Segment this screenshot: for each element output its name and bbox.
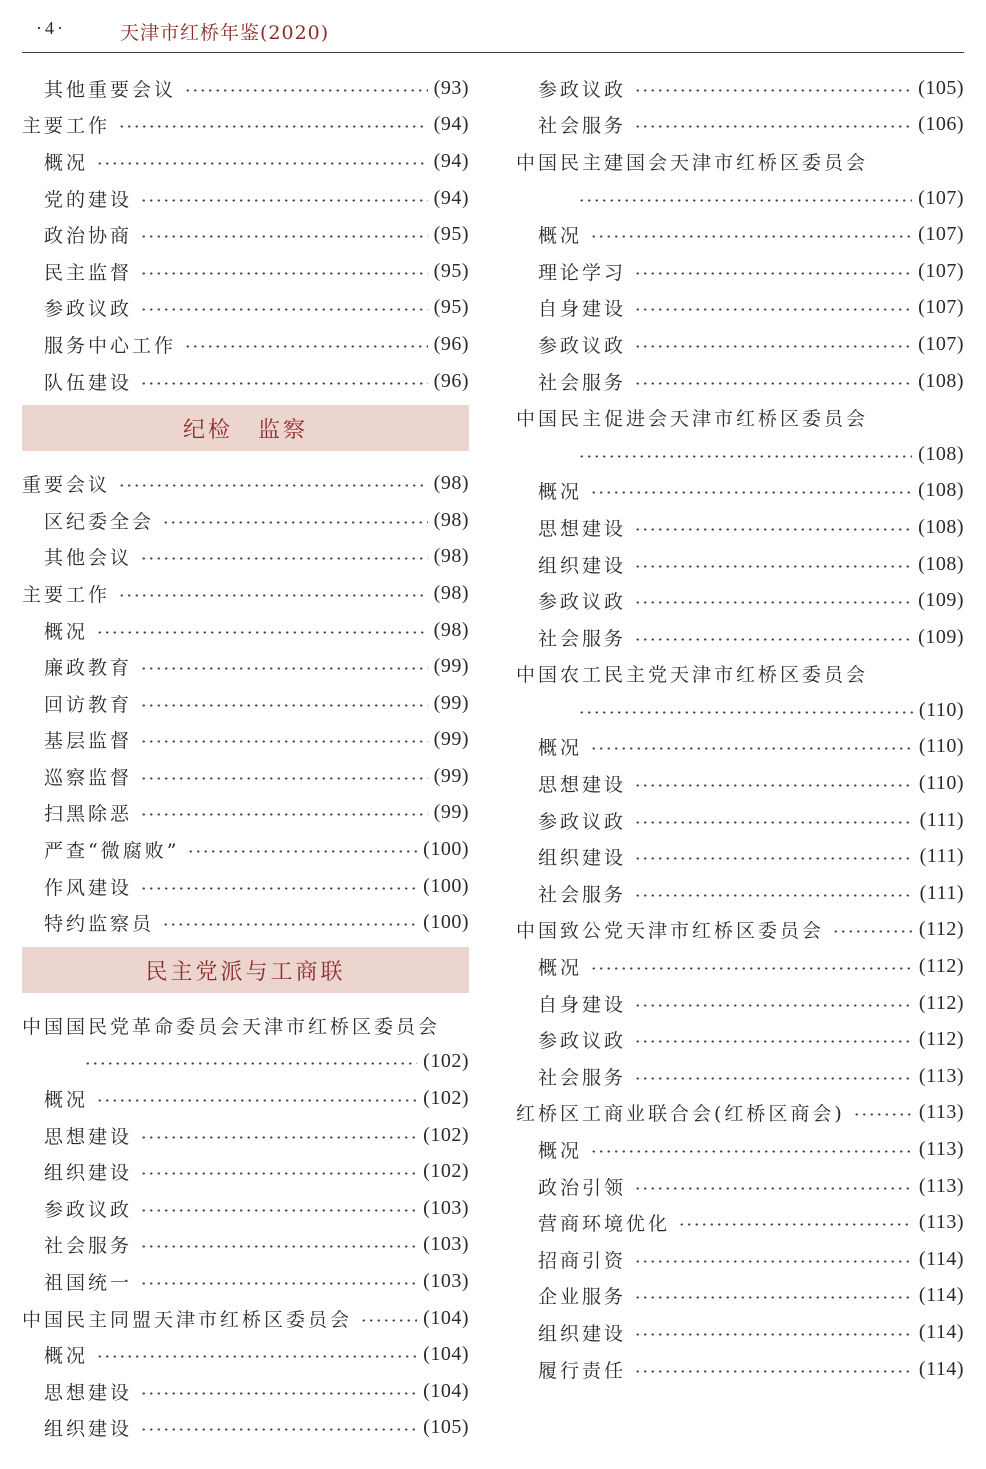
entry-title: 特约监察员 <box>44 913 155 936</box>
entry-page-number: (107) <box>918 186 964 209</box>
dot-leader <box>140 1136 417 1139</box>
toc-entry-continuation[interactable] <box>516 436 964 473</box>
entry-page-number: (102) <box>423 1050 469 1073</box>
toc-subentry[interactable] <box>516 509 964 546</box>
toc-subentry[interactable] <box>22 290 469 327</box>
dot-leader <box>140 1209 417 1212</box>
dot-leader <box>118 125 428 128</box>
toc-entry[interactable] <box>22 1300 469 1337</box>
entry-page-number: (99) <box>433 728 469 751</box>
toc-subentry[interactable] <box>516 546 964 583</box>
entry-page-number: (113) <box>918 1211 964 1234</box>
entry-title: 扫黑除恶 <box>44 803 133 826</box>
toc-subentry[interactable] <box>22 1227 469 1264</box>
toc-entry[interactable] <box>516 656 964 693</box>
dot-leader <box>140 1392 417 1395</box>
dot-leader <box>184 89 428 92</box>
toc-subentry[interactable] <box>516 326 964 363</box>
entry-title: 重要会议 <box>22 474 111 497</box>
dot-leader <box>578 199 912 202</box>
toc-subentry[interactable] <box>22 539 469 576</box>
dot-leader <box>634 1004 913 1007</box>
dot-leader <box>578 455 912 458</box>
entry-page-number: (107) <box>918 223 964 246</box>
entry-page-number: (96) <box>433 369 469 392</box>
entry-page-number: (100) <box>423 911 469 934</box>
dot-leader <box>634 272 912 275</box>
entry-page-number: (112) <box>918 1028 964 1051</box>
entry-title: 组织建设 <box>538 847 627 870</box>
entry-page-number: (95) <box>433 223 469 246</box>
dot-leader <box>634 89 912 92</box>
toc-subentry[interactable] <box>516 582 964 619</box>
section-title: 纪检 监察 <box>22 405 469 451</box>
entry-page-number: (110) <box>918 698 964 721</box>
entry-title: 社会服务 <box>538 1066 627 1089</box>
toc-subentry[interactable] <box>22 143 469 180</box>
dot-leader <box>634 1260 913 1263</box>
entry-title: 社会服务 <box>538 371 627 394</box>
entry-title: 政治引领 <box>538 1176 627 1199</box>
entry-page-number: (98) <box>433 618 469 641</box>
entry-page-number: (111) <box>919 808 964 831</box>
entry-page-number: (114) <box>918 1357 964 1380</box>
entry-page-number: (109) <box>918 589 964 612</box>
toc-subentry[interactable] <box>516 948 964 985</box>
entry-page-number: (107) <box>918 296 964 319</box>
entry-page-number: (108) <box>918 369 964 392</box>
toc-entry-continuation[interactable] <box>516 180 964 217</box>
dot-leader <box>634 821 914 824</box>
dot-leader <box>118 594 428 597</box>
entry-title: 中国国民党革命委员会天津市红桥区委员会 <box>22 1015 441 1038</box>
dot-leader <box>140 1245 417 1248</box>
toc-subentry[interactable] <box>22 1410 469 1447</box>
entry-title: 营商环境优化 <box>538 1213 671 1236</box>
entry-page-number: (99) <box>433 801 469 824</box>
entry-page-number: (105) <box>918 76 964 99</box>
toc-subentry[interactable] <box>516 619 964 656</box>
dot-leader <box>96 1099 417 1102</box>
dot-leader <box>634 1187 913 1190</box>
entry-title: 参政议政 <box>538 78 627 101</box>
entry-title: 概况 <box>538 737 583 760</box>
dot-leader <box>634 565 912 568</box>
toc-entry-continuation[interactable] <box>22 1044 469 1081</box>
entry-page-number: (98) <box>433 472 469 495</box>
entry-page-number: (98) <box>433 508 469 531</box>
entry-page-number: (94) <box>433 149 469 172</box>
dot-leader <box>590 1150 913 1153</box>
toc-subentry[interactable] <box>22 722 469 759</box>
toc-subentry[interactable] <box>516 875 964 912</box>
dot-leader <box>634 1370 913 1373</box>
dot-leader <box>118 484 428 487</box>
entry-title: 红桥区工商业联合会(红桥区商会) <box>516 1103 845 1126</box>
toc-subentry[interactable] <box>22 1117 469 1154</box>
entry-title: 中国民主同盟天津市红桥区委员会 <box>22 1308 353 1331</box>
dot-leader <box>634 857 914 860</box>
entry-title: 参政议政 <box>538 810 627 833</box>
toc-subentry[interactable] <box>516 765 964 802</box>
toc-subentry[interactable] <box>22 904 469 941</box>
entry-page-number: (111) <box>919 845 964 868</box>
toc-subentry[interactable] <box>516 729 964 766</box>
dot-leader <box>634 308 912 311</box>
entry-page-number: (102) <box>423 1123 469 1146</box>
entry-page-number: (104) <box>423 1343 469 1366</box>
book-title: 天津市红桥年鉴(2020) <box>120 22 330 44</box>
entry-title: 廉政教育 <box>44 657 133 680</box>
toc-subentry[interactable] <box>22 1153 469 1190</box>
dot-leader <box>140 557 428 560</box>
entry-page-number: (110) <box>918 735 964 758</box>
toc-subentry[interactable] <box>22 1080 469 1117</box>
toc-subentry[interactable] <box>516 1021 964 1058</box>
entry-page-number: (109) <box>918 625 964 648</box>
entry-title: 区纪委全会 <box>44 510 155 533</box>
dot-leader <box>140 887 417 890</box>
entry-page-number: (107) <box>918 332 964 355</box>
dot-leader <box>140 382 428 385</box>
entry-page-number: (94) <box>433 186 469 209</box>
entry-page-number: (106) <box>918 113 964 136</box>
dot-leader <box>96 631 428 634</box>
dot-leader <box>140 235 428 238</box>
toc-subentry[interactable] <box>22 685 469 722</box>
toc-subentry[interactable] <box>516 985 964 1022</box>
toc-subentry[interactable] <box>516 363 964 400</box>
entry-title: 概况 <box>538 1140 583 1163</box>
entry-page-number: (102) <box>423 1160 469 1183</box>
entry-title: 参政议政 <box>538 591 627 614</box>
entry-title: 思想建设 <box>538 774 627 797</box>
toc-column-left <box>22 70 469 1446</box>
entry-title: 民主监督 <box>44 261 133 284</box>
dot-leader <box>140 813 428 816</box>
dot-leader <box>832 930 913 933</box>
entry-title: 参政议政 <box>538 1030 627 1053</box>
dot-leader <box>140 704 428 707</box>
dot-leader <box>140 199 428 202</box>
toc-subentry[interactable] <box>516 70 964 107</box>
entry-title: 思想建设 <box>44 1125 133 1148</box>
dot-leader <box>634 1040 913 1043</box>
toc-entry[interactable] <box>516 143 964 180</box>
toc-subentry[interactable] <box>516 1278 964 1315</box>
entry-title: 其他会议 <box>44 547 133 570</box>
dot-leader <box>140 1282 417 1285</box>
dot-leader <box>360 1319 417 1322</box>
dot-leader <box>140 308 428 311</box>
entry-title: 巡察监督 <box>44 766 133 789</box>
toc-subentry[interactable] <box>22 180 469 217</box>
entry-title: 概况 <box>44 1089 89 1112</box>
entry-title: 企业服务 <box>538 1286 627 1309</box>
entry-page-number: (114) <box>918 1320 964 1343</box>
entry-page-number: (96) <box>433 332 469 355</box>
entry-page-number: (98) <box>433 545 469 568</box>
entry-page-number: (104) <box>423 1379 469 1402</box>
entry-title: 概况 <box>44 620 89 643</box>
toc-subentry[interactable] <box>516 838 964 875</box>
toc-subentry[interactable] <box>22 648 469 685</box>
toc-subentry[interactable] <box>516 216 964 253</box>
dot-leader <box>634 1077 913 1080</box>
toc-subentry[interactable] <box>516 1168 964 1205</box>
entry-title: 自身建设 <box>538 993 627 1016</box>
toc-subentry[interactable] <box>22 216 469 253</box>
entry-page-number: (107) <box>918 259 964 282</box>
entry-title: 社会服务 <box>44 1235 133 1258</box>
entry-page-number: (110) <box>918 772 964 795</box>
entry-page-number: (100) <box>423 838 469 861</box>
dot-leader <box>634 382 912 385</box>
dot-leader <box>140 1172 417 1175</box>
dot-leader <box>96 162 428 165</box>
toc-subentry[interactable] <box>22 868 469 905</box>
entry-page-number: (95) <box>433 259 469 282</box>
entry-title: 概况 <box>538 957 583 980</box>
toc-subentry[interactable] <box>22 1190 469 1227</box>
entry-page-number: (112) <box>918 991 964 1014</box>
toc-subentry[interactable] <box>22 1373 469 1410</box>
dot-leader <box>162 521 428 524</box>
toc-entry[interactable] <box>516 912 964 949</box>
toc-subentry[interactable] <box>516 1058 964 1095</box>
toc-entry[interactable] <box>516 1095 964 1132</box>
toc-subentry[interactable] <box>516 1241 964 1278</box>
entry-page-number: (105) <box>423 1416 469 1439</box>
toc-subentry[interactable] <box>22 1336 469 1373</box>
toc-subentry[interactable] <box>22 795 469 832</box>
entry-page-number: (108) <box>918 552 964 575</box>
dot-leader <box>634 345 912 348</box>
toc-entry[interactable] <box>22 575 469 612</box>
entry-title: 概况 <box>538 481 583 504</box>
entry-page-number: (95) <box>433 296 469 319</box>
entry-page-number: (93) <box>433 76 469 99</box>
toc-subentry[interactable] <box>516 107 964 144</box>
entry-title: 组织建设 <box>538 554 627 577</box>
entry-title: 回访教育 <box>44 693 133 716</box>
entry-title: 社会服务 <box>538 627 627 650</box>
entry-page-number: (102) <box>423 1087 469 1110</box>
toc-subentry[interactable] <box>516 1131 964 1168</box>
dot-leader <box>187 850 417 853</box>
toc-subentry[interactable] <box>22 253 469 290</box>
dot-leader <box>590 235 912 238</box>
toc-subentry[interactable] <box>22 612 469 649</box>
entry-page-number: (113) <box>918 1101 964 1124</box>
entry-page-number: (99) <box>433 764 469 787</box>
entry-page-number: (103) <box>423 1196 469 1219</box>
entry-page-number: (111) <box>919 881 964 904</box>
dot-leader <box>140 272 428 275</box>
entry-title: 自身建设 <box>538 298 627 321</box>
entry-title: 政治协商 <box>44 225 133 248</box>
entry-page-number: (114) <box>918 1247 964 1270</box>
dot-leader <box>590 967 913 970</box>
entry-page-number: (94) <box>433 113 469 136</box>
toc-entry[interactable] <box>22 1007 469 1044</box>
entry-page-number: (108) <box>918 479 964 502</box>
entry-page-number: (103) <box>423 1233 469 1256</box>
entry-title: 服务中心工作 <box>44 334 177 357</box>
toc-subentry[interactable] <box>22 831 469 868</box>
entry-page-number: (112) <box>918 955 964 978</box>
dot-leader <box>96 1355 417 1358</box>
entry-title: 概况 <box>44 151 89 174</box>
toc-subentry[interactable] <box>22 363 469 400</box>
entry-title: 参政议政 <box>44 1198 133 1221</box>
toc-subentry[interactable] <box>22 70 469 107</box>
entry-title: 思想建设 <box>44 1381 133 1404</box>
toc-entry[interactable] <box>516 399 964 436</box>
entry-page-number: (114) <box>918 1284 964 1307</box>
dot-leader <box>634 1296 913 1299</box>
toc-entry[interactable] <box>22 465 469 502</box>
toc-subentry[interactable] <box>22 502 469 539</box>
entry-page-number: (113) <box>918 1138 964 1161</box>
toc-subentry[interactable] <box>516 253 964 290</box>
entry-title: 主要工作 <box>22 583 111 606</box>
dot-leader <box>634 784 913 787</box>
toc-subentry[interactable] <box>516 1351 964 1388</box>
entry-title: 思想建设 <box>538 517 627 540</box>
toc-entry[interactable] <box>22 107 469 144</box>
toc-subentry[interactable] <box>516 1314 964 1351</box>
dot-leader <box>140 667 428 670</box>
entry-page-number: (104) <box>423 1306 469 1329</box>
entry-title: 组织建设 <box>44 1162 133 1185</box>
entry-title: 社会服务 <box>538 883 627 906</box>
dot-leader <box>853 1113 913 1116</box>
entry-title: 祖国统一 <box>44 1272 133 1295</box>
toc-column-right <box>516 70 964 1387</box>
entry-title: 概况 <box>44 1345 89 1368</box>
entry-title: 其他重要会议 <box>44 78 177 101</box>
toc-subentry[interactable] <box>22 326 469 363</box>
entry-page-number: (99) <box>433 691 469 714</box>
entry-page-number: (99) <box>433 655 469 678</box>
entry-title: 中国农工民主党天津市红桥区委员会 <box>516 664 869 687</box>
entry-title: 基层监督 <box>44 730 133 753</box>
entry-title: 社会服务 <box>538 115 627 138</box>
entry-title: 主要工作 <box>22 115 111 138</box>
entry-page-number: (100) <box>423 874 469 897</box>
toc-subentry[interactable] <box>516 473 964 510</box>
entry-page-number: (113) <box>918 1174 964 1197</box>
toc-entry-continuation[interactable] <box>516 692 964 729</box>
entry-title: 党的建设 <box>44 188 133 211</box>
entry-title: 参政议政 <box>538 334 627 357</box>
dot-leader <box>634 601 912 604</box>
entry-title: 中国民主促进会天津市红桥区委员会 <box>516 408 869 431</box>
dot-leader <box>84 1062 417 1065</box>
entry-page-number: (98) <box>433 581 469 604</box>
toc-subentry[interactable] <box>516 802 964 839</box>
dot-leader <box>634 125 912 128</box>
entry-title: 概况 <box>538 225 583 248</box>
entry-page-number: (113) <box>918 1064 964 1087</box>
entry-title: 中国致公党天津市红桥区委员会 <box>516 920 825 943</box>
dot-leader <box>634 1333 913 1336</box>
entry-title: 中国民主建国会天津市红桥区委员会 <box>516 151 869 174</box>
entry-title: 理论学习 <box>538 261 627 284</box>
entry-title: 参政议政 <box>44 298 133 321</box>
entry-title: 严查“微腐败” <box>44 840 180 863</box>
dot-leader <box>184 345 428 348</box>
entry-page-number: (103) <box>423 1270 469 1293</box>
dot-leader <box>140 777 428 780</box>
dot-leader <box>140 1428 417 1431</box>
entry-title: 组织建设 <box>538 1322 627 1345</box>
entry-page-number: (112) <box>918 918 964 941</box>
dot-leader <box>678 1223 913 1226</box>
entry-page-number: (108) <box>918 515 964 538</box>
entry-title: 招商引资 <box>538 1249 627 1272</box>
entry-title: 队伍建设 <box>44 371 133 394</box>
toc-subentry[interactable] <box>516 290 964 327</box>
dot-leader <box>578 711 913 714</box>
dot-leader <box>162 923 417 926</box>
dot-leader <box>634 638 912 641</box>
toc-subentry[interactable] <box>22 758 469 795</box>
dot-leader <box>590 747 913 750</box>
dot-leader <box>634 894 914 897</box>
page-number: ·4· <box>36 18 66 38</box>
entry-title: 组织建设 <box>44 1418 133 1441</box>
toc-subentry[interactable] <box>22 1263 469 1300</box>
entry-page-number: (108) <box>918 442 964 465</box>
toc-subentry[interactable] <box>516 1204 964 1241</box>
dot-leader <box>634 528 912 531</box>
dot-leader <box>140 740 428 743</box>
section-title: 民主党派与工商联 <box>22 947 469 993</box>
running-header <box>22 0 964 53</box>
entry-title: 履行责任 <box>538 1359 627 1382</box>
entry-title: 作风建设 <box>44 876 133 899</box>
dot-leader <box>590 491 912 494</box>
